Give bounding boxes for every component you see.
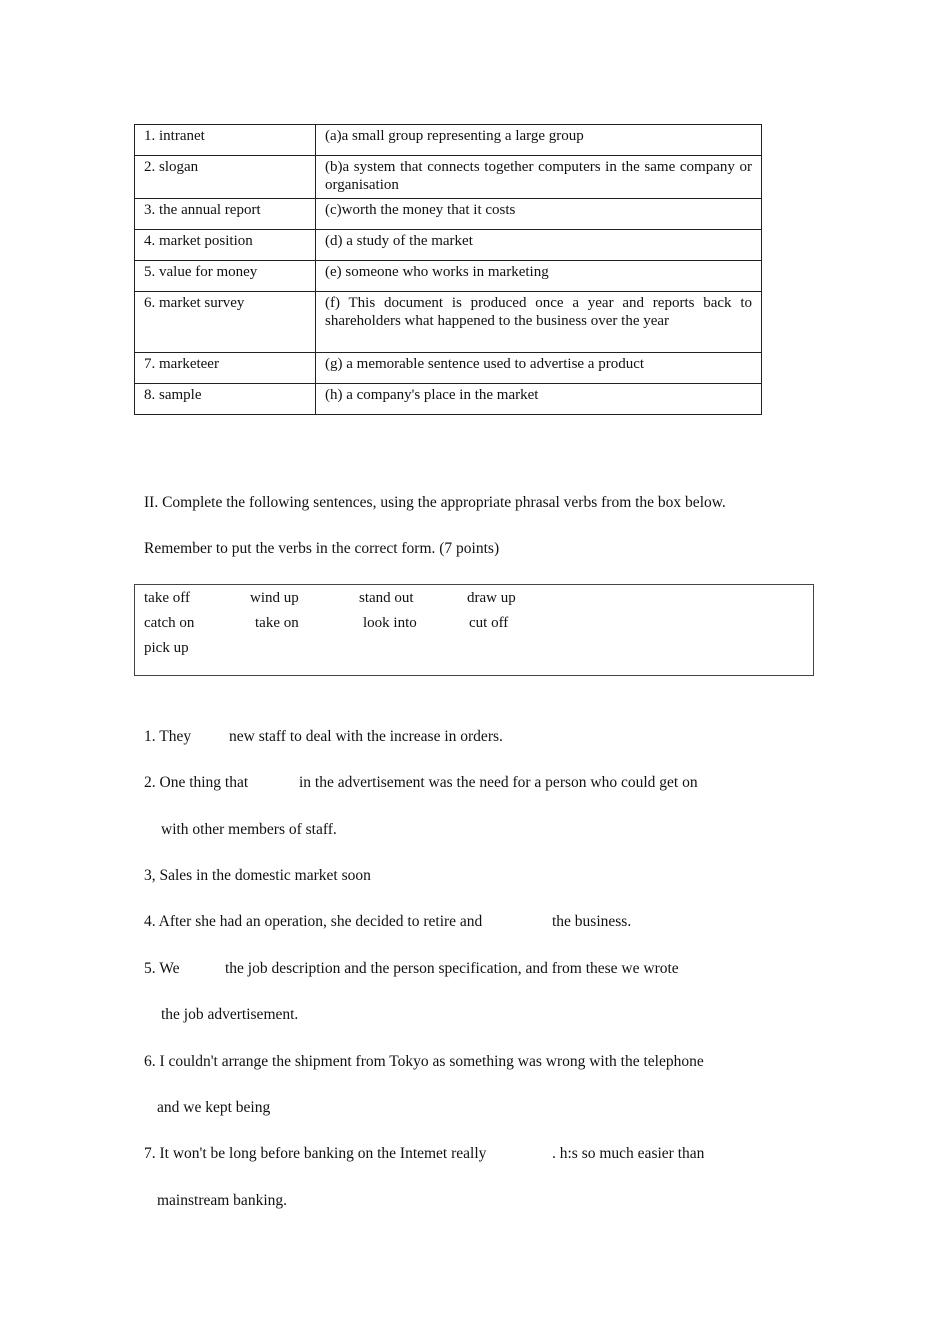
definition-cell: (g) a memorable sentence used to advertise a product [316,353,762,384]
term-cell: 6. market survey [135,292,316,353]
sentence-4-end: the business. [552,913,632,930]
verb-item: catch on [144,615,195,631]
verb-item: take on [255,615,299,631]
term-cell: 5. value for money [135,261,316,292]
sentence-7-middle: . h:s so much easier than [552,1145,705,1162]
sentence-4-start: 4. After she had an operation, she decided to retire and [144,913,483,930]
table-row [135,125,762,156]
verb-item: stand out [359,590,414,606]
table-row [135,199,762,230]
verb-item: take off [144,590,190,606]
term-cell: 2. slogan [135,156,316,199]
sentence-7-continued: mainstream banking. [157,1192,287,1209]
term-cell: 8. sample [135,384,316,415]
table-row [135,156,762,199]
definition-cell: (c)worth the money that it costs [316,199,762,230]
definition-cell: (f) This document is produced once a year and reports back to shareholders what happened to the business over the year [316,292,762,353]
term-cell: 3. the annual report [135,199,316,230]
table-row [135,230,762,261]
phrasal-verb-box [134,584,814,676]
sentence-2-end: in the advertisement was the need for a person who could get on [299,774,698,791]
sentence-3: 3, Sales in the domestic market soon [144,867,371,884]
sentence-6-continued: and we kept being [157,1099,271,1116]
term-cell: 7. marketeer [135,353,316,384]
sentence-2-continued: with other members of staff. [161,821,337,838]
section-instruction: II. Complete the following sentences, using the appropriate phrasal verbs from the box below. [144,494,726,511]
table-row [135,292,762,353]
sentence-1-start: 1. They [144,728,192,745]
verb-item: wind up [250,590,299,606]
definition-cell: (d) a study of the market [316,230,762,261]
sentence-5-end: the job description and the person specification, and from these we wrote [225,960,679,977]
sentence-5-continued: the job advertisement. [161,1006,299,1023]
section-instruction-note: Remember to put the verbs in the correct form. (7 points) [144,540,500,557]
definition-cell: (b)a system that connects together computers in the same company or organisation [316,156,762,199]
definition-cell: (h) a company's place in the market [316,384,762,415]
table-row [135,384,762,415]
verb-item: look into [363,615,417,631]
verb-item: pick up [144,640,189,656]
definition-cell: (e) someone who works in marketing [316,261,762,292]
verb-item: cut off [469,615,509,631]
sentence-5-start: 5. We [144,960,180,977]
sentence-1-end: new staff to deal with the increase in orders. [229,728,503,745]
sentence-6-start: 6. I couldn't arrange the shipment from Tokyo as something was wrong with the telephone [144,1053,704,1070]
definition-cell: (a)a small group representing a large group [316,125,762,156]
term-cell: 1. intranet [135,125,316,156]
sentence-2-start: 2. One thing that [144,774,249,791]
matching-table [134,124,762,415]
sentence-7-start: 7. It won't be long before banking on the Intemet really [144,1145,487,1162]
verb-item: draw up [467,590,516,606]
table-row [135,261,762,292]
table-row [135,353,762,384]
term-cell: 4. market position [135,230,316,261]
